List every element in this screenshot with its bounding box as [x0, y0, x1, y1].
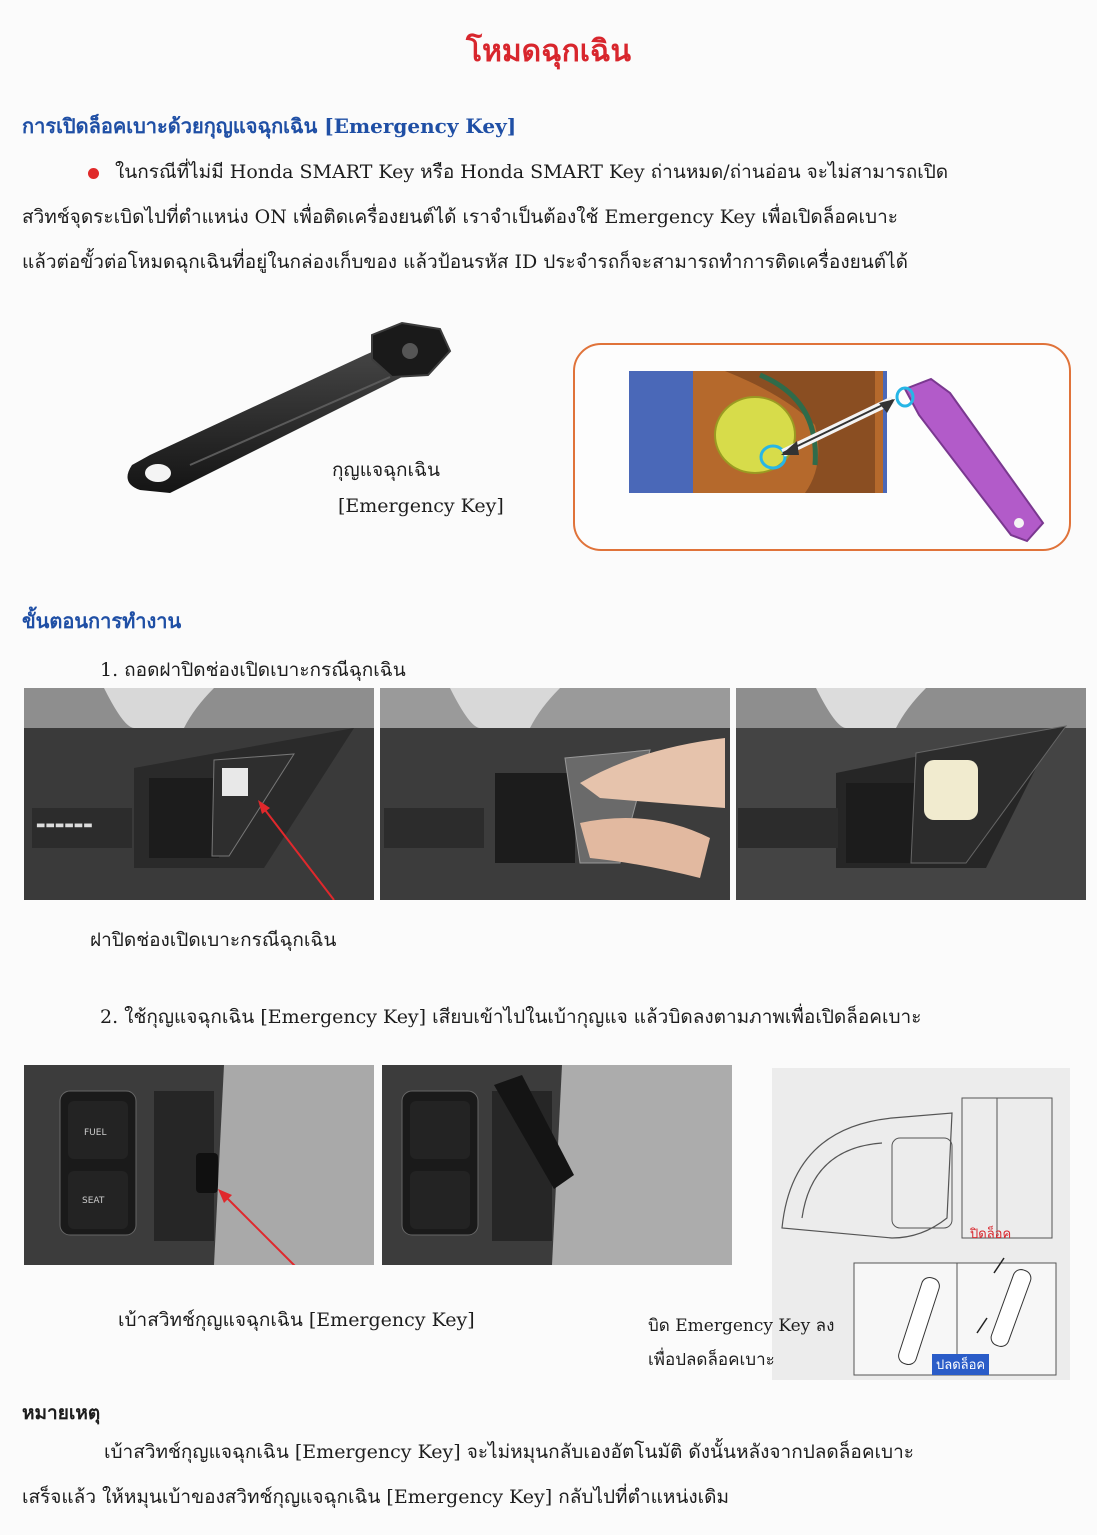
key-caption-1: กุญแจฉุกเฉิน [332, 459, 440, 481]
bullet-icon [88, 168, 99, 179]
page-title: โหมดฉุกเฉิน [466, 34, 631, 69]
note-line-2: เสร็จแล้ว ให้หมุนเบ้าของสวิทช์กุญแจฉุกเฉิน [Emergency Key] กลับไปที่ตำแหน่งเดิม [22, 1486, 729, 1508]
intro-line-2: สวิทช์จุดระเบิดไปที่ตำแหน่ง ON เพื่อติดเครื่องยนต์ได้ เราจำเป็นต้องใช้ Emergency Key เพื่อเปิดล็อคเบาะ [22, 206, 898, 228]
intro-line-1-text: ในกรณีที่ไม่มี Honda SMART Key หรือ Honda SMART Key ถ่านหมด/ถ่านอ่อน จะไม่สามารถเปิด [115, 161, 949, 183]
diagram-lock-label: ปิดล็อค [970, 1227, 1012, 1242]
step-1-photo-3 [736, 688, 1086, 900]
step-2-photo-2 [382, 1065, 732, 1265]
step-2-photo-1 [24, 1065, 374, 1265]
switch-label-seat: SEAT [82, 1196, 105, 1206]
key-insertion-illustration [573, 343, 1071, 551]
intro-line-3: แล้วต่อขั้วต่อโหมดฉุกเฉินที่อยู่ในกล่องเก็บของ แล้วป้อนรหัส ID ประจำรถก็จะสามารถทำการติดเครื่องยนต์ได้ [22, 251, 908, 273]
section-heading-emergency-key: การเปิดล็อคเบาะด้วยกุญแจฉุกเฉิน [Emergency Key] [22, 114, 517, 138]
step-2-text: 2. ใช้กุญแจฉุกเฉิน [Emergency Key] เสียบเข้าไปในเบ้ากุญแจ แล้วบิดลงตามภาพเพื่อเปิดล็อคเบาะ [100, 1006, 922, 1028]
step-2-caption: เบ้าสวิทช์กุญแจฉุกเฉิน [Emergency Key] [118, 1309, 475, 1331]
section-heading-procedure: ขั้นตอนการทำงาน [22, 609, 182, 633]
twist-caption-2: เพื่อปลดล็อคเบาะ [648, 1350, 775, 1370]
twist-caption-1: บิด Emergency Key ลง [648, 1316, 835, 1336]
note-paragraph [22, 1430, 1082, 1520]
switch-label-fuel: FUEL [84, 1128, 107, 1138]
key-caption-2: [Emergency Key] [338, 495, 504, 517]
svg-text:▬▬▬▬▬▬: ▬▬▬▬▬▬ [36, 820, 93, 831]
note-heading: หมายเหตุ [22, 1402, 101, 1424]
intro-line-1 [22, 150, 1082, 195]
emergency-key-image [110, 315, 470, 515]
step-1-text: 1. ถอดฝาปิดช่องเปิดเบาะกรณีฉุกเฉิน [100, 659, 406, 681]
step-1-caption: ฝาปิดช่องเปิดเบาะกรณีฉุกเฉิน [90, 929, 337, 951]
note-line-1: เบ้าสวิทช์กุญแจฉุกเฉิน [Emergency Key] จะไม่หมุนกลับเองอัตโนมัติ ดังนั้นหลังจากปลดล็อคเบาะ [104, 1441, 914, 1463]
intro-paragraph [22, 150, 1082, 285]
step-1-photo-2 [380, 688, 730, 900]
step-1-photo-1 [24, 688, 374, 900]
diagram-unlock-label: ปลดล็อค [932, 1354, 989, 1375]
